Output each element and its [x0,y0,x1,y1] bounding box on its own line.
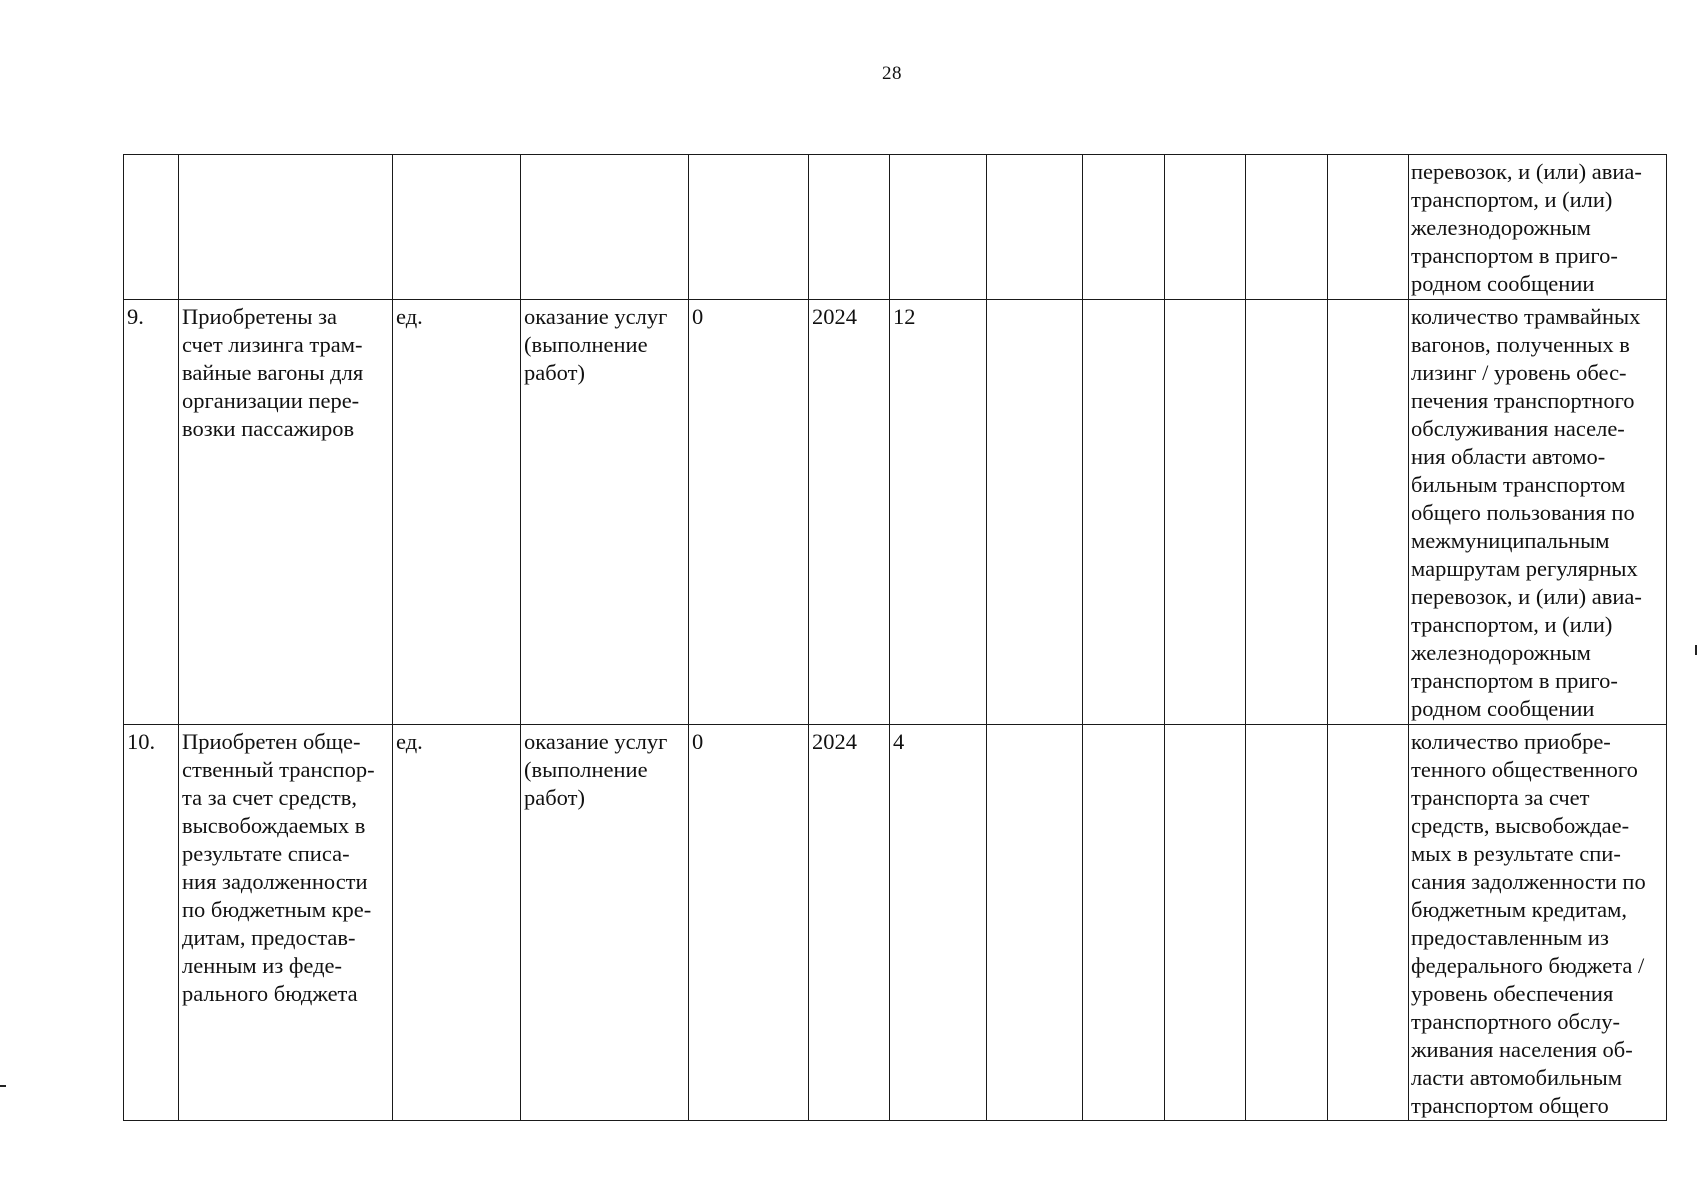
cell-description [1409,725,1667,1121]
description-line: печения транспортного [1411,388,1635,413]
name-line: возки пассажиров [182,416,355,441]
name-line: результате списа- [182,841,350,866]
cell-name [179,300,393,725]
description-line: железнодорожным [1411,215,1591,240]
cell-empty [1246,300,1328,725]
description-line: сания задолженности по [1411,869,1646,894]
cell-empty [1165,155,1246,300]
cell-base [689,155,809,300]
type-line: работ) [524,785,585,810]
description-line: транспортом, и (или) [1411,612,1613,637]
table-row [124,300,1667,725]
cell-empty [1246,725,1328,1121]
cell-empty [1165,300,1246,725]
type-line: оказание услуг [524,304,668,329]
cell-unit: ед. [393,725,521,1121]
description-line: мых в результате спи- [1411,841,1621,866]
description-line: транспортом, и (или) [1411,187,1613,212]
name-line: Приобретены за [182,304,337,329]
cell-base: 0 [689,300,809,725]
description-line: количество трамвайных [1411,304,1641,329]
cell-empty [987,155,1083,300]
cell-empty [1328,725,1409,1121]
cell-empty [1328,155,1409,300]
description-line: родном сообщении [1411,696,1595,721]
name-line: счет лизинга трам- [182,332,363,357]
cell-base: 0 [689,725,809,1121]
description-line: обслуживания населе- [1411,416,1625,441]
cell-unit: ед. [393,300,521,725]
cell-num: 10. [124,725,179,1121]
name-line: организации пере- [182,388,360,413]
name-line: Приобретен обще- [182,729,361,754]
table-row [124,725,1667,1121]
description-line: общего пользования по [1411,500,1635,525]
cell-empty [1083,725,1165,1121]
name-line: рального бюджета [182,981,358,1006]
description-line: транспортом в приго- [1411,668,1618,693]
name-line: ленным из феде- [182,953,343,978]
cell-value [890,155,987,300]
cell-unit [393,155,521,300]
name-line: ственный транспор- [182,757,375,782]
scan-edge-mark [0,1085,6,1087]
cell-empty [1083,155,1165,300]
cell-description [1409,155,1667,300]
table-row-continuation [124,155,1667,300]
description-line: транспортного обслу- [1411,1009,1620,1034]
type-line: работ) [524,360,585,385]
cell-name [179,155,393,300]
description-line: федерального бюджета / [1411,953,1645,978]
description-line: маршрутам регулярных [1411,556,1638,581]
description-line: межмуниципальным [1411,528,1610,553]
cell-empty [987,300,1083,725]
page-number: 28 [882,63,902,84]
cell-name [179,725,393,1121]
description-line: лизинг / уровень обес- [1411,360,1627,385]
name-line: дитам, предостав- [182,925,356,950]
name-line: высвобождаемых в [182,813,366,838]
description-line: ласти автомобильным [1411,1065,1622,1090]
description-line: уровень обеспечения [1411,981,1614,1006]
cell-year [809,155,890,300]
type-line: (выполнение [524,757,648,782]
description-line: количество приобре- [1411,729,1611,754]
description-line: транспорта за счет [1411,785,1590,810]
description-line: живания населения об- [1411,1037,1633,1062]
cell-type [521,725,689,1121]
description-line: бильным транспортом [1411,472,1626,497]
cell-type [521,155,689,300]
description-line: бюджетным кредитам, [1411,897,1627,922]
name-line: по бюджетным кре- [182,897,372,922]
cell-description [1409,300,1667,725]
cell-empty [1083,300,1165,725]
cell-empty [1328,300,1409,725]
cell-value: 4 [890,725,987,1121]
name-line: та за счет средств, [182,785,357,810]
indicators-table [123,154,1667,1121]
name-line: ния задолженности [182,869,368,894]
description-line: вагонов, полученных в [1411,332,1630,357]
cell-empty [987,725,1083,1121]
name-line: вайные вагоны для [182,360,364,385]
description-line: перевозок, и (или) авиа- [1411,584,1642,609]
type-line: (выполнение [524,332,648,357]
description-line: перевозок, и (или) авиа- [1411,159,1642,184]
cell-empty [1165,725,1246,1121]
description-line: средств, высвобождае- [1411,813,1630,838]
description-line: транспортом общего [1411,1093,1609,1118]
description-line: тенного общественного [1411,757,1638,782]
description-line: транспортом в приго- [1411,243,1618,268]
cell-num: 9. [124,300,179,725]
description-line: ния области автомо- [1411,444,1606,469]
description-line: родном сообщении [1411,271,1595,296]
cell-year: 2024 [809,725,890,1121]
cell-type [521,300,689,725]
type-line: оказание услуг [524,729,668,754]
cell-year: 2024 [809,300,890,725]
cell-empty [1246,155,1328,300]
cell-value: 12 [890,300,987,725]
cell-num [124,155,179,300]
description-line: предоставленным из [1411,925,1609,950]
description-line: железнодорожным [1411,640,1591,665]
